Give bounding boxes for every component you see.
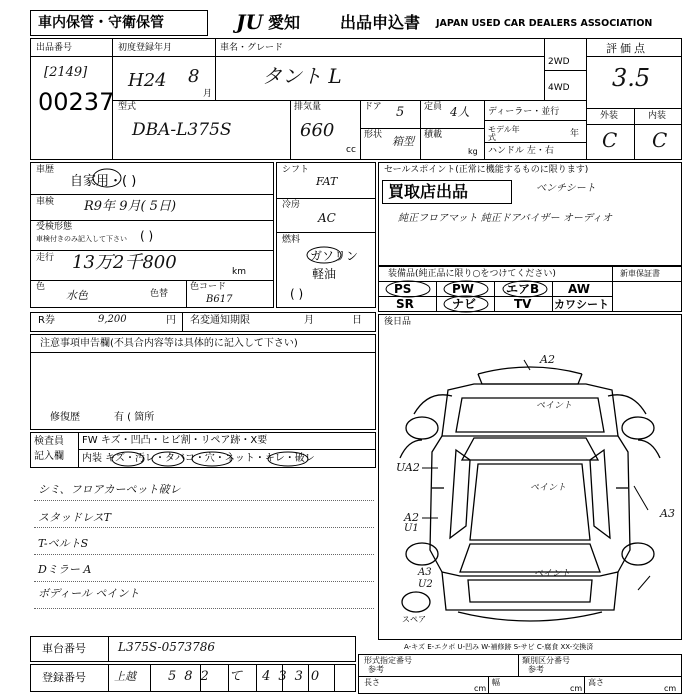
mark-u1: U1 [404,523,419,534]
equip-sr: SR [396,297,414,311]
dealer-label: ディーラー・並行 [488,107,560,117]
cert-length-unit: cm [474,684,487,693]
equip-pw: PW [452,282,475,296]
equip-ps: PS [394,282,412,296]
cert-ref-2: 参考 [528,665,544,674]
mark-rear: ペイント [534,569,571,579]
shape-value: 箱型 [392,135,414,148]
color-value: 水色 [66,289,88,302]
aircon-label: 冷房 [282,200,301,210]
shift-label: シフト [282,165,310,175]
remark-1: シミ、フロアカーペット破レ [38,483,181,496]
mark-hood: ペイント [536,401,573,411]
interior-grade: C [652,128,668,152]
doors-label: ドア [364,102,382,112]
remark-3: T-ベルトS [38,537,89,550]
inspector-label-2: 記入欄 [34,451,64,462]
inspector-circles [110,450,330,468]
acceptance-label: 受検形態 [36,222,73,232]
mark-u2: U2 [418,579,433,590]
tax-unit: 円 [166,315,176,326]
repair-label: 修復歴 [50,412,80,423]
color-code-label: 色コード [190,282,227,292]
cert-width-label: 幅 [492,678,500,687]
equipment-label: 装備品(純正品に限り○をつけてください) [388,269,556,279]
shift-value: FAT [316,175,338,188]
cert-length-label: 長さ [364,678,380,687]
remark-5: ボディール ペイント [38,587,140,600]
registration-month: 8 [188,66,200,87]
repair-value: 有 ( 箇所 [114,412,155,423]
displacement-value: 660 [300,120,335,141]
month-unit: 月 [203,89,213,99]
plate-area: 上越 [114,670,136,683]
inspector-label-1: 検査員 [34,436,64,447]
equip-seat: カワシート [554,298,609,311]
org-en: JAPAN USED CAR DEALERS ASSOCIATION [436,18,653,29]
fuel-diesel: 軽油 [312,267,337,281]
tax-value: 9,200 [98,314,127,325]
damage-legend: A-キズ E-エクボ U-凹み W-補修跡 S-サビ C-腐食 XX-交換済 [404,643,594,651]
displacement-label: 排気量 [294,102,322,112]
sales-point-headline: 買取店出品 [388,182,469,201]
cert-shape-label: 形式指定番号 [364,656,412,665]
load-label: 積載 [424,130,443,140]
equip-tv: TV [514,297,532,311]
fuel-label: 燃料 [282,235,301,245]
registration-year: H24 [128,70,167,91]
mark-a2-left: A2 [404,511,419,524]
plate-number: 582 て 4330 [168,669,328,684]
color-label: 色 [36,282,46,292]
type-label: 型式 [118,102,137,112]
acceptance-value: ( ) [140,229,154,243]
year-unit: 年 [570,129,580,139]
chassis-value: L375S-0573786 [118,640,216,654]
model-year-label: モデル年式 [488,125,520,142]
logo-mark: JU [236,10,263,34]
chassis-label: 車台番号 [42,642,86,655]
mileage-value: 13万2千800 [72,252,177,273]
tax-month-unit: 月 [304,315,314,326]
notes-label: 注意事項申告欄(不具合内容等は具体的に記入して下さい) [40,338,298,349]
lot-bracket-number: [2149] [44,65,88,80]
displacement-unit: cc [346,145,356,155]
equipment-circles [380,281,620,313]
mileage-label: 走行 [36,253,55,263]
fuel-gas: ガソリン [310,249,359,263]
history-circle [92,168,122,188]
name-change-label: 名変通知期限 [190,315,250,326]
drive-2wd: 2WD [548,57,570,67]
rating-value: 3.5 [612,64,651,92]
fuel-other: ( ) [290,287,304,301]
cert-height-unit: cm [664,684,677,693]
registration-label: 初度登録年月 [118,43,173,53]
lot-number: 00237 [38,88,115,116]
tax-day-unit: 日 [352,315,362,326]
logo-org: 愛知 [268,13,301,32]
mark-spare: スペア [402,615,426,624]
sales-point-label: セールスポイント(正常に機能するものに限ります) [384,165,589,175]
mark-a2-front: A2 [540,353,555,366]
acceptance-note: 車検付きのみ記入して下さい [36,235,127,243]
lot-label: 出品番号 [36,43,73,53]
interior-label: 内装 [648,111,667,121]
cert-class-label: 類別区分番号 [522,656,570,665]
doors-value: 5 [396,105,405,120]
mileage-unit: km [232,267,246,277]
color-change-label: 色替 [150,289,169,299]
mark-ua2: UA2 [396,461,420,474]
capacity-value: 4人 [450,105,470,119]
aircon-value: AC [318,211,336,225]
mark-a3-right: A3 [660,507,675,520]
equip-airbag: エアB [506,282,540,296]
color-code-value: B617 [206,294,233,305]
sales-point-line2: 純正フロアマット 純正ドアバイザー オーディオ [398,213,613,224]
tax-label: R券 [38,315,55,326]
storage-label: 車内保管・守衛保管 [38,15,164,31]
shape-label: 形状 [364,130,383,140]
equip-navi: ナビ [452,297,477,311]
inspection-value: R9年 9月( 5日) [84,199,177,214]
remark-4: Dミラー A [38,563,92,576]
rating-label: 評価点 [606,42,648,55]
mark-a3-left: A3 [418,567,432,578]
fuel-circle [306,246,342,264]
capacity-label: 定員 [424,102,443,112]
cert-width-unit: cm [570,684,583,693]
model-name-value: タント L [262,64,342,88]
sales-point-line1: ベンチシート [536,183,596,194]
inspection-label: 車検 [36,197,55,207]
mark-roof: ペイント [530,483,567,493]
type-value: DBA-L375S [132,120,232,140]
warranty-label: 新車保証書 [620,269,660,278]
history-label: 車歴 [36,165,55,175]
handle-label: ハンドル 左・右 [488,146,554,156]
inspector-fw-row: FW キズ・凹凸・ヒビ割・リペア跡・X要 [82,435,268,446]
load-unit: kg [468,147,478,156]
model-name-label: 車名・グレード [220,43,284,53]
cert-height-label: 高さ [588,678,604,687]
exterior-grade: C [602,128,618,152]
form-title: 出品申込書 [340,13,421,32]
cert-ref-1: 参考 [368,665,384,674]
exterior-label: 外装 [600,111,619,121]
drive-4wd: 4WD [548,83,570,93]
inspector-interior-row: 内装 キズ・汚レ・タバコ・穴・ネット・キレ・破レ [82,453,315,464]
equip-aw: AW [568,282,590,296]
rear-seat-label: 後日品 [384,317,412,327]
history-value: 自家用・( ) [70,174,137,189]
plate-label: 登録番号 [42,671,86,684]
remark-2: スタッドレスT [38,511,112,524]
